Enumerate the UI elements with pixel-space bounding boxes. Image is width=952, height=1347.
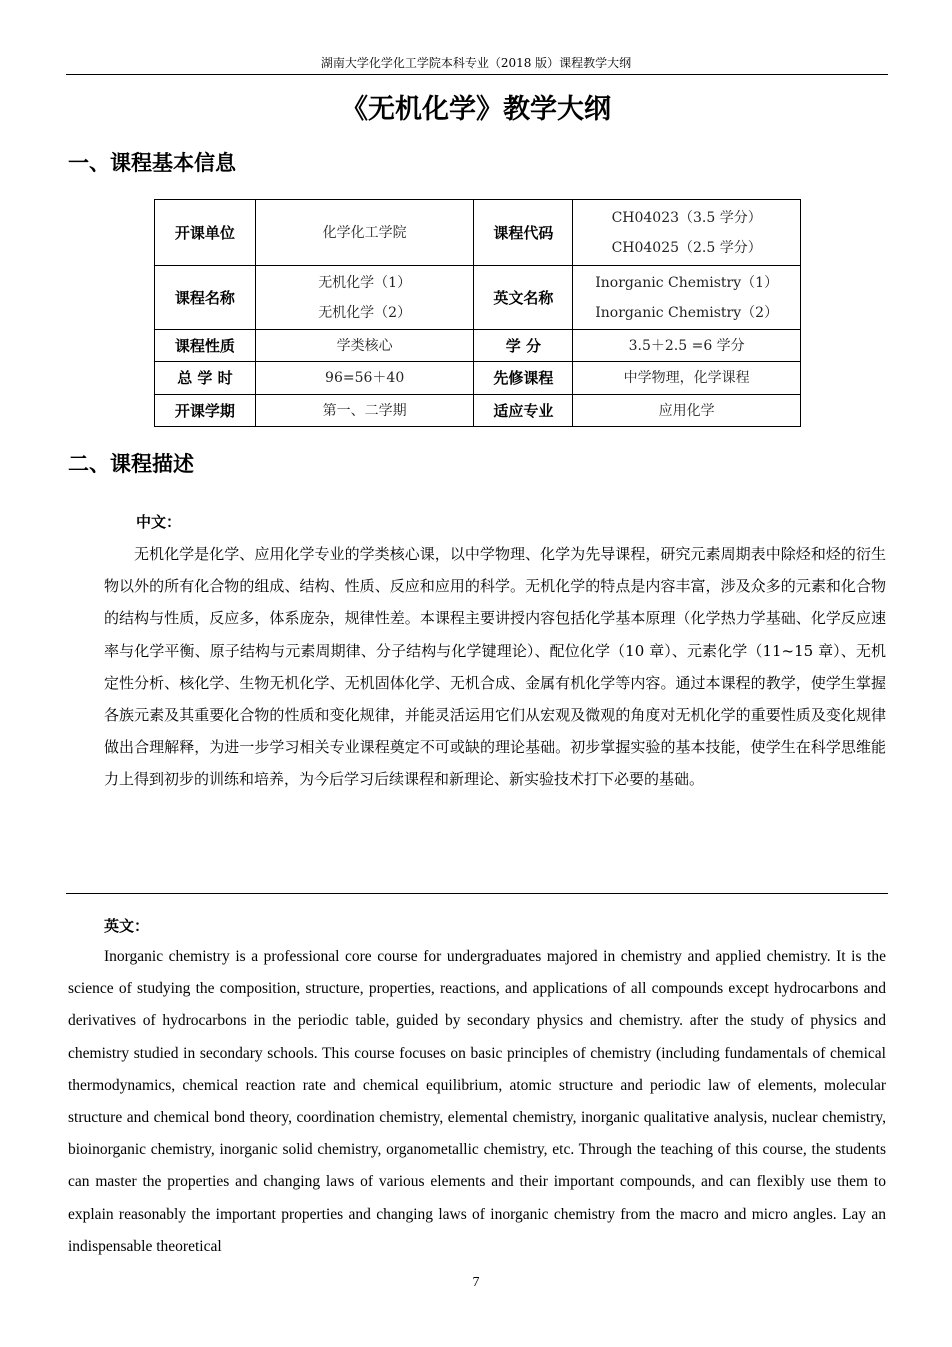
- field-value-line: 中学物理，化学课程: [623, 370, 750, 386]
- field-value-line: 化学化工学院: [322, 224, 407, 241]
- field-value: [573, 330, 801, 362]
- chinese-label: 中文：: [136, 513, 182, 531]
- field-label: 总 学 时: [155, 362, 256, 395]
- field-label: 学 分: [474, 330, 573, 362]
- field-value: [255, 200, 474, 266]
- field-label: 课程性质: [155, 330, 256, 362]
- field-value-line: Inorganic Chemistry（2）: [595, 304, 779, 321]
- field-label: 课程代码: [474, 200, 573, 266]
- field-value: [255, 395, 474, 427]
- field-value-line: 学类核心: [336, 337, 393, 354]
- field-value-line: 第一、二学期: [322, 402, 407, 419]
- field-value-line: Inorganic Chemistry（1）: [595, 274, 779, 291]
- field-label: 英文名称: [474, 266, 573, 330]
- field-value-line: CH04023（3.5 学分）: [611, 209, 762, 226]
- divider-rule: [66, 893, 888, 894]
- english-description: Inorganic chemistry is a professional core course for undergraduates majored in chemistry and applied chemistry. It is the science of studying the composition, structure, properties, reactions, and applications of all compounds except hydrocarbons and derivatives of hydrocarbons in the periodic table, guided by secondary physics and chemistry. after the study of physics and chemistry studied in secondary schools. This course focuses on basic principles of chemistry (including fundamentals of chemical thermodynamics, chemical reaction rate and chemical equilibrium, atomic structure and periodic law of elements, molecular structure and chemical bond theory, coordination chemistry, elemental chemistry, inorganic qualitative analysis, nuclear chemistry, bioinorganic chemistry, inorganic solid chemistry, organometallic chemistry, etc. Through the teaching of this course, the students can master the properties and changing laws of various elements and their important compounds, and can flexibly use them to explain reasonably the important properties and changing laws of inorganic chemistry from the macro and micro angles. Lay an indispensable theoretical: [68, 948, 886, 1255]
- info-row: [155, 395, 801, 427]
- section-heading-description: 二、课程描述: [68, 452, 194, 476]
- header-rule: [66, 74, 888, 75]
- field-label: 先修课程: [474, 362, 573, 395]
- field-label: 开课学期: [155, 395, 256, 427]
- running-header: 湖南大学化学化工学院本科专业（2018 版）课程教学大纲: [320, 56, 632, 70]
- field-label: 开课单位: [155, 200, 256, 266]
- document-title: 《无机化学》教学大纲: [341, 94, 611, 125]
- info-row: [155, 362, 801, 395]
- field-value-line: 应用化学: [658, 402, 715, 419]
- info-row: [155, 200, 801, 266]
- field-label: 适应专业: [474, 395, 573, 427]
- field-value: [573, 200, 801, 266]
- field-value-line: 96=56＋40: [325, 370, 405, 386]
- section-heading-basic-info: 一、课程基本信息: [68, 151, 236, 175]
- field-value-line: 无机化学（1）: [318, 274, 412, 291]
- info-row: [155, 266, 801, 330]
- field-value: [255, 266, 474, 330]
- english-label: 英文：: [104, 917, 150, 935]
- course-info-table: [154, 199, 801, 427]
- field-value: [573, 362, 801, 395]
- field-value-line: 3.5＋2.5 =6 学分: [628, 337, 745, 354]
- field-label: 课程名称: [155, 266, 256, 330]
- field-value: [573, 395, 801, 427]
- chinese-description: 无机化学是化学、应用化学专业的学类核心课，以中学物理、化学为先导课程，研究元素周期表中除烃和烃的衍生物以外的所有化合物的组成、结构、性质、反应和应用的科学。无机化学的特点是内容丰富，涉及众多的元素和化合物的结构与性质，反应多，体系庞杂，规律性差。本课程主要讲授内容包括化学基本原理（化学热力学基础、化学反应速率与化学平衡、原子结构与元素周期律、分子结构与化学键理论）、配位化学（10 章）、元素化学（11~15 章）、无机定性分析、核化学、生物无机化学、无机固体化学、无机合成、金属有机化学等内容。通过本课程的教学，使学生掌握各族元素及其重要化合物的性质和变化规律，并能灵活运用它们从宏观及微观的角度对无机化学的重要性质及变化规律做出合理解释，为进一步学习相关专业课程奠定不可或缺的理论基础。初步掌握实验的基本技能，使学生在科学思维能力上得到初步的训练和培养，为今后学习后续课程和新理论、新实验技术打下必要的基础。: [104, 545, 886, 789]
- field-value: [573, 266, 801, 330]
- info-row: [155, 330, 801, 362]
- field-value-line: CH04025（2.5 学分）: [611, 239, 762, 256]
- field-value: [255, 362, 474, 395]
- field-value-line: 无机化学（2）: [318, 304, 412, 321]
- page-number: 7: [472, 1275, 480, 1290]
- field-value: [255, 330, 474, 362]
